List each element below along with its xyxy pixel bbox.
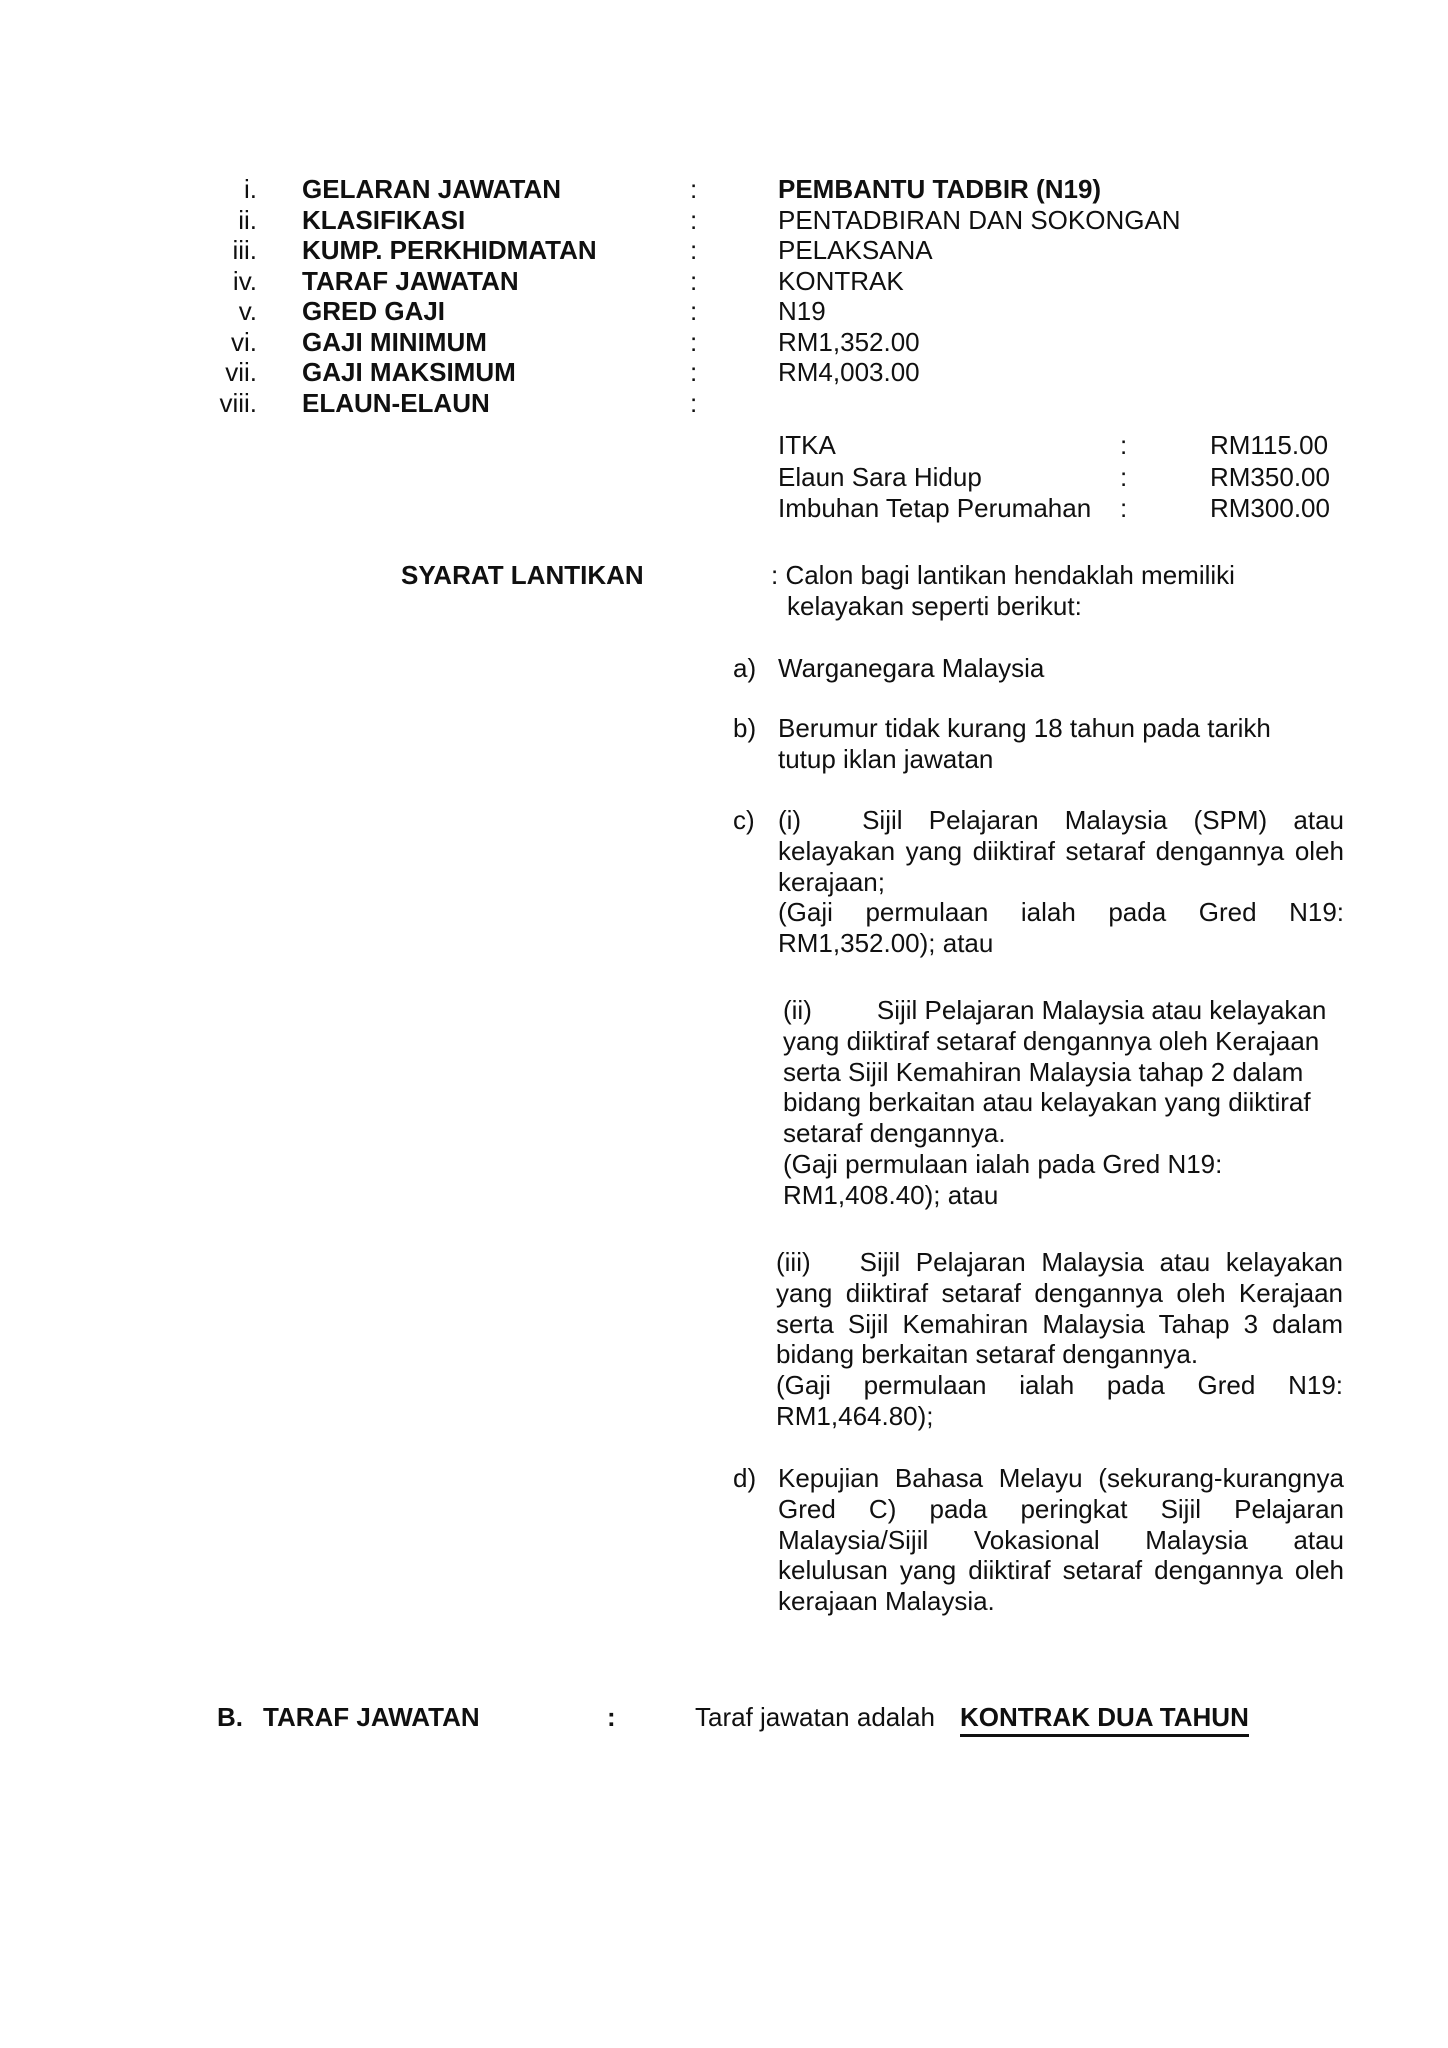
requirement-item-b — [733, 713, 1344, 774]
syarat-lantikan-heading: SYARAT LANTIKAN — [401, 560, 644, 590]
detail-value: RM1,352.00 — [778, 326, 920, 357]
detail-value — [778, 388, 1448, 419]
section-label: TARAF JAWATAN — [263, 1702, 480, 1732]
item-marker: d) — [733, 1463, 757, 1493]
para-line: setaraf dengannya. — [783, 1118, 1006, 1149]
requirement-item-c — [733, 805, 1344, 959]
para-line: kelayakan yang diiktiraf setaraf dengannya oleh — [778, 835, 1344, 866]
position-detail-row — [0, 266, 1448, 297]
para-line: yang diiktiraf setaraf dengannya oleh Kerajaan — [776, 1277, 1343, 1308]
requirement-item-d — [733, 1463, 1344, 1617]
detail-value: RM4,003.00 — [778, 357, 920, 387]
section-text: Taraf jawatan adalah — [695, 1702, 935, 1732]
para-line-text: Sijil Pelajaran Malaysia atau kelayakan — [859, 1247, 1343, 1277]
detail-numeral: vii. — [225, 357, 257, 387]
para-line-text: Sijil Pelajaran Malaysia atau kelayakan — [876, 995, 1327, 1025]
para-line: Gred C) pada peringkat Sijil Pelajaran — [778, 1493, 1344, 1524]
detail-colon: : — [690, 204, 698, 235]
allowance-colon: : — [1120, 430, 1128, 460]
detail-label: KUMP. PERKHIDMATAN — [302, 235, 597, 265]
para-line: kerajaan; — [778, 866, 885, 897]
item-text-line: Berumur tidak kurang 18 tahun pada tarikh — [778, 713, 1271, 743]
qualification-para-i — [778, 805, 1344, 959]
position-detail-row — [0, 388, 1448, 419]
section-emphasis: KONTRAK DUA TAHUN — [960, 1702, 1249, 1737]
para-line — [776, 1247, 1343, 1278]
detail-numeral: ii. — [238, 204, 257, 235]
detail-colon: : — [690, 265, 698, 296]
syarat-lantikan-intro — [771, 560, 1371, 621]
allowance-row — [778, 430, 1330, 462]
detail-colon: : — [690, 174, 698, 204]
detail-numeral: v. — [238, 296, 257, 326]
item-marker: a) — [733, 653, 757, 683]
detail-value: PELAKSANA — [778, 235, 933, 265]
para-line: kerajaan Malaysia. — [778, 1586, 995, 1617]
qualification-para-d — [778, 1463, 1344, 1617]
para-line: RM1,352.00); atau — [778, 928, 994, 959]
detail-value: PEMBANTU TADBIR (N19) — [778, 174, 1102, 204]
para-line — [783, 995, 1339, 1026]
allowance-label: Elaun Sara Hidup — [778, 461, 982, 492]
section-letter: B. — [217, 1702, 243, 1732]
detail-colon: : — [690, 387, 698, 418]
para-line: Kepujian Bahasa Melayu (sekurang-kurangnya — [778, 1463, 1344, 1493]
section-colon: : — [607, 1702, 616, 1732]
para-line: (Gaji permulaan ialah pada Gred N19: — [776, 1370, 1343, 1401]
detail-colon: : — [690, 296, 698, 326]
detail-label: TARAF JAWATAN — [302, 265, 519, 296]
allowance-row — [778, 462, 1330, 494]
para-marker: (iii) — [776, 1247, 811, 1277]
para-line: serta Sijil Kemahiran Malaysia Tahap 3 dalam — [776, 1308, 1343, 1339]
para-line: (Gaji permulaan ialah pada Gred N19: — [783, 1148, 1223, 1179]
para-line: serta Sijil Kemahiran Malaysia tahap 2 dalam — [783, 1056, 1304, 1087]
para-marker: (ii) — [783, 995, 812, 1025]
allowance-amount: RM300.00 — [1210, 493, 1330, 523]
para-line: bidang berkaitan atau kelayakan yang diiktiraf — [783, 1087, 1311, 1118]
detail-label: GAJI MINIMUM — [302, 326, 487, 357]
position-detail-row — [0, 174, 1448, 205]
detail-numeral: iii. — [232, 235, 257, 265]
detail-label: GRED GAJI — [302, 296, 446, 326]
position-detail-row — [0, 357, 1448, 388]
detail-label: GELARAN JAWATAN — [302, 174, 562, 204]
position-detail-row — [0, 327, 1448, 358]
allowance-amount: RM350.00 — [1210, 461, 1330, 492]
para-line — [778, 805, 1344, 836]
detail-numeral: viii. — [219, 387, 257, 418]
detail-value: N19 — [778, 296, 826, 326]
detail-value: KONTRAK — [778, 265, 904, 296]
position-details-list — [0, 174, 1448, 418]
syarat-intro-line: : Calon bagi lantikan hendaklah memiliki — [771, 560, 1235, 590]
allowances-list — [778, 430, 1330, 525]
para-line: kelulusan yang diiktiraf setaraf dengannya oleh — [778, 1555, 1344, 1586]
allowance-row — [778, 493, 1330, 525]
detail-numeral: i. — [244, 174, 257, 204]
para-line: Malaysia/Sijil Vokasional Malaysia atau — [778, 1524, 1344, 1555]
section-b-row — [0, 1702, 1448, 1744]
allowance-label: ITKA — [778, 430, 836, 460]
position-detail-row — [0, 235, 1448, 266]
item-text-line: Warganegara Malaysia — [778, 653, 1045, 683]
position-detail-row — [0, 205, 1448, 236]
allowance-colon: : — [1120, 461, 1128, 492]
para-line: RM1,408.40); atau — [783, 1179, 999, 1210]
allowance-label: Imbuhan Tetap Perumahan — [778, 493, 1092, 523]
qualification-para-iii — [776, 1247, 1343, 1432]
allowance-amount: RM115.00 — [1210, 430, 1329, 460]
detail-label: GAJI MAKSIMUM — [302, 357, 516, 387]
allowance-colon: : — [1120, 493, 1128, 523]
para-line: RM1,464.80); — [776, 1400, 934, 1431]
detail-label: KLASIFIKASI — [302, 204, 466, 235]
item-marker: b) — [733, 713, 757, 743]
qualification-para-ii — [783, 995, 1339, 1211]
detail-numeral: vi. — [231, 326, 257, 357]
detail-label: ELAUN-ELAUN — [302, 387, 490, 418]
para-line-text: Sijil Pelajaran Malaysia (SPM) atau — [862, 805, 1344, 835]
para-line: bidang berkaitan setaraf dengannya. — [776, 1339, 1199, 1370]
requirement-item-a — [733, 653, 1344, 684]
detail-colon: : — [690, 357, 698, 387]
syarat-intro-line: kelayakan seperti berikut: — [787, 590, 1082, 621]
detail-value: PENTADBIRAN DAN SOKONGAN — [778, 204, 1181, 235]
para-line: (Gaji permulaan ialah pada Gred N19: — [778, 897, 1344, 928]
para-marker: (i) — [778, 805, 802, 835]
item-text-line: tutup iklan jawatan — [778, 743, 994, 774]
para-line: yang diiktiraf setaraf dengannya oleh Kerajaan — [783, 1025, 1320, 1056]
detail-numeral: iv. — [232, 265, 257, 296]
item-marker: c) — [733, 805, 755, 835]
position-detail-row — [0, 296, 1448, 327]
detail-colon: : — [690, 235, 698, 265]
detail-colon: : — [690, 326, 698, 357]
